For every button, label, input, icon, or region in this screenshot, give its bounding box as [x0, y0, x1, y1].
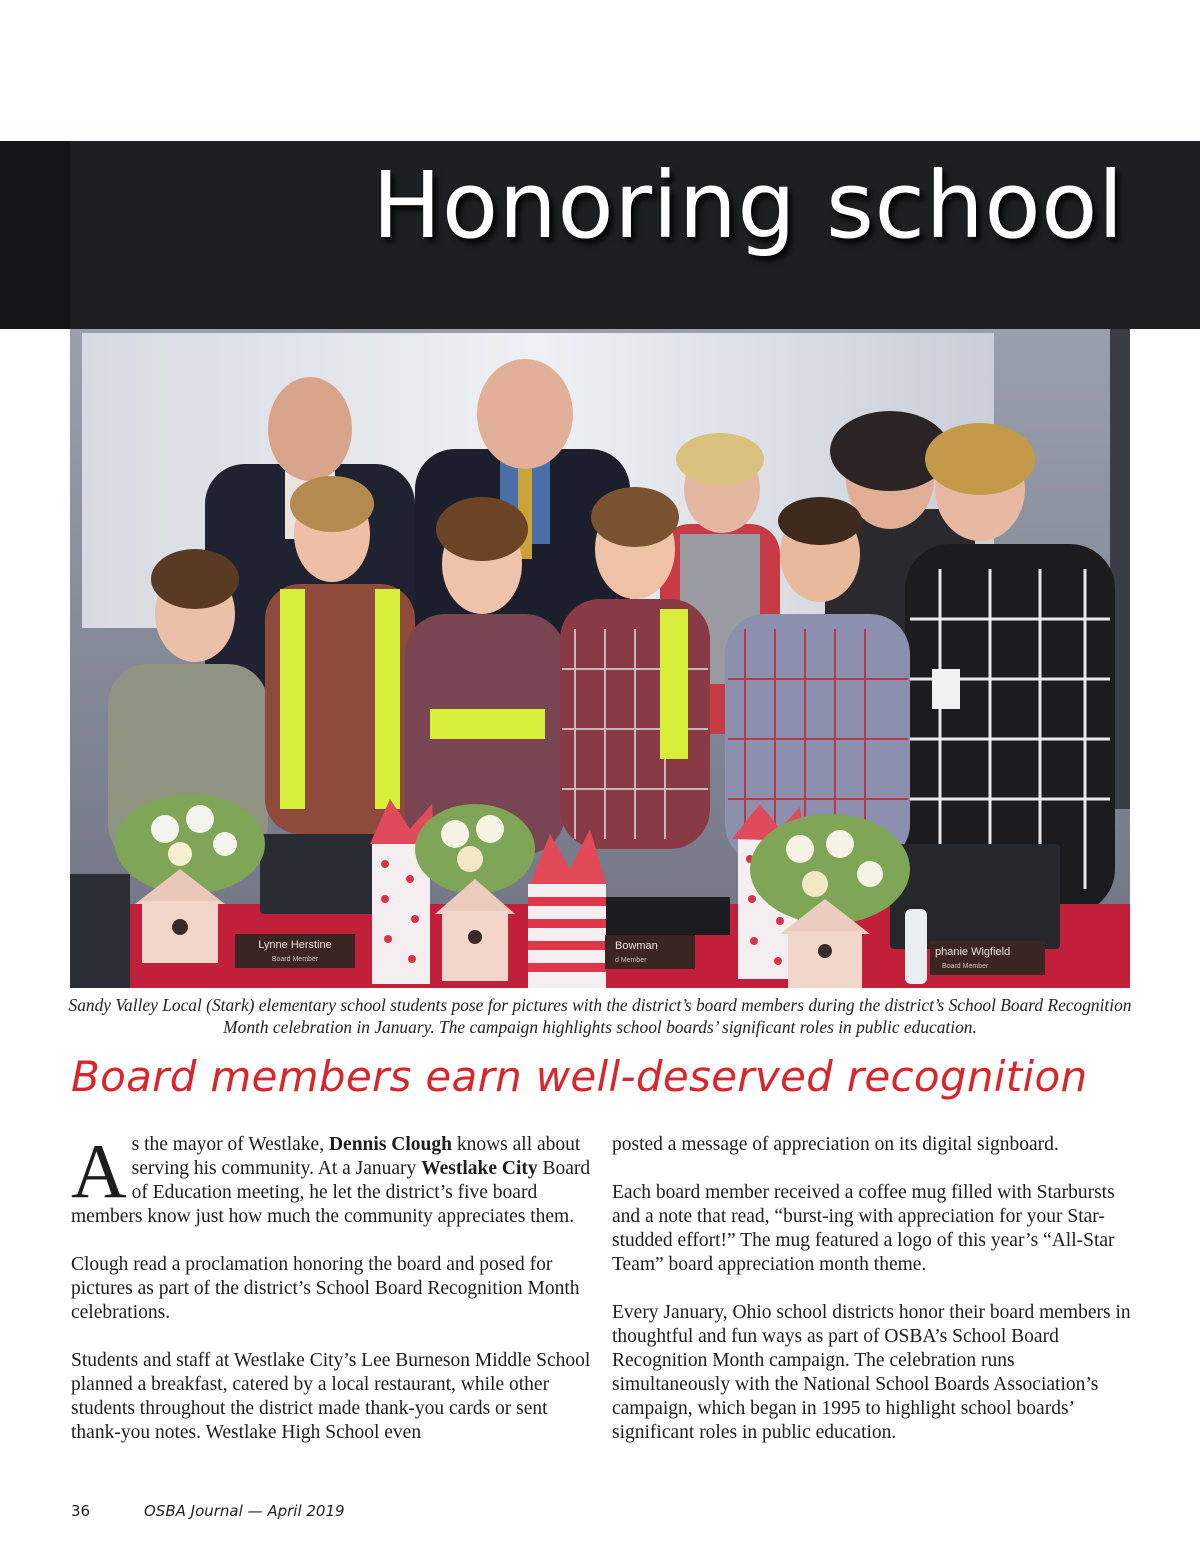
nameplate-name-wigfield: phanie Wigfield — [935, 946, 1011, 958]
article-headline: Board members earn well-deserved recognition — [71, 1052, 1088, 1101]
photo-caption: Sandy Valley Local (Stark) elementary school students pose for pictures with the district’s board members during the district’s School Board Recognition Month celebration in January. The campaign highlights school boards’ significant roles in public education. — [68, 995, 1132, 1037]
p1-district-bold: Westlake City — [421, 1158, 538, 1179]
article-column-right — [612, 1133, 1132, 1469]
nameplate-name-herstine: Lynne Herstine — [258, 939, 332, 951]
paragraph-5: Each board member received a coffee mug filled with Starbursts and a note that read, “burst-ing with appreciation for your Star-studded effort!” The mug featured a logo of this year’s “All-Star Team” board appreciation month theme. — [612, 1182, 1115, 1275]
page-footer — [71, 1502, 345, 1520]
page-title: Honoring school — [372, 152, 1124, 259]
paragraph-2: Clough read a proclamation honoring the board and posed for pictures as part of the district’s School Board Recognition Month celebrations. — [71, 1254, 580, 1323]
paragraph-6: Every January, Ohio school districts honor their board members in thoughtful and fun ways as part of OSBA’s School Board Recognition Month campaign. The celebration runs simultaneously with the National School Boards Association’s campaign, which began in 1995 to highlight school boards’ significant roles in public education. — [612, 1302, 1131, 1443]
water-bottle — [905, 909, 927, 984]
paragraph-3: Students and staff at Westlake City’s Lee Burneson Middle School planned a breakfast, catered by a local restaurant, while other students throughout the district made thank-you cards or sent thank-you notes. Westlake High School even — [71, 1350, 591, 1443]
drop-cap: A — [71, 1128, 127, 1214]
banner-edge — [0, 141, 70, 329]
p1-name-bold: Dennis Clough — [328, 1134, 452, 1155]
nameplate-name-bowman: Bowman — [615, 940, 658, 952]
page-number: 36 — [71, 1502, 91, 1520]
p1-text-1: s the mayor of Westlake, — [131, 1134, 329, 1155]
nameplate-title-wigfield: Board Member — [942, 963, 989, 970]
nameplate-title-herstine: Board Member — [271, 956, 319, 963]
group-photo — [70, 329, 1130, 988]
nameplate-title-bowman: d Member — [615, 957, 647, 964]
nameplate-wigfield — [930, 941, 1045, 975]
paragraph-1 — [71, 1128, 591, 1229]
p1-text-3: Board of Education meeting, he let the district’s five board members know just how much the community appreciates them. — [71, 1158, 591, 1227]
article-column-left — [71, 1128, 591, 1469]
paragraph-4: posted a message of appreciation on its digital signboard. — [612, 1134, 1059, 1155]
nameplate-herstine — [235, 934, 355, 968]
p1-text-2: knows all about serving his community. At a January — [131, 1134, 581, 1179]
nameplate-bowman — [605, 935, 695, 969]
publication-info: OSBA Journal — April 2019 — [144, 1502, 345, 1520]
